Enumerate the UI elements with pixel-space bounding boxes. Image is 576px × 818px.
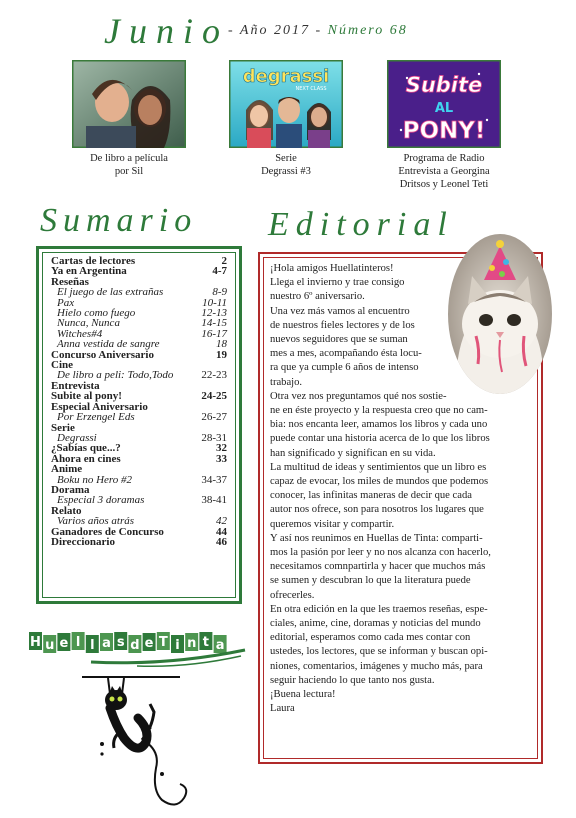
- editorial-line: nuevos seguidores que se suman: [270, 334, 408, 346]
- editorial-line: mos la pasión por leer y no nos alcanza con hacerlo,: [270, 547, 491, 559]
- editorial-line: conocer, las infinitas maneras de decir que cada: [270, 490, 472, 502]
- toc-entry-title: Pax: [57, 296, 75, 309]
- toc-entry-title: Subite al pony!: [51, 390, 122, 403]
- huellas-de-tinta-logo: [27, 626, 247, 672]
- svg-text:n: n: [187, 636, 197, 651]
- caption-line: De libro a película: [90, 153, 168, 164]
- editorial-line: niones, comentarios, imágenes y mucho más, para: [270, 660, 483, 672]
- toc-entry-page: 34-37: [201, 473, 227, 486]
- feature-movie-image[interactable]: [72, 60, 186, 148]
- pony-logo-line3: PONY!: [402, 118, 486, 144]
- month-title: Junio: [104, 11, 229, 51]
- feature-pony-caption: [371, 152, 517, 191]
- caption-line: por Sil: [114, 166, 144, 177]
- logo-letter: [43, 635, 56, 653]
- toc-entry-page: 44: [216, 525, 227, 538]
- svg-text:s: s: [116, 635, 125, 650]
- editorial-line: capaz de evocar, los miles de mundos que podemos: [270, 476, 489, 488]
- toc-entry-title: Ya en Argentina: [51, 265, 127, 278]
- logo-letter: [57, 633, 70, 651]
- toc-entry-title: Relato: [51, 504, 82, 517]
- issue-line: [228, 23, 408, 39]
- logo-letter: [114, 632, 127, 650]
- svg-text:u: u: [45, 638, 55, 653]
- svg-text:d: d: [130, 638, 140, 653]
- logo-letter: [143, 633, 156, 651]
- toc-entry-title: De libro a peli: Todo,Todo: [57, 369, 174, 382]
- pony-logo-line2: AL: [434, 101, 454, 116]
- logo-letter: [86, 635, 99, 653]
- toc-entry-title: Concurso Aniversario: [51, 348, 154, 361]
- editorial-line: Y así nos reunimos en Huellas de Tinta: comparti-: [270, 532, 483, 544]
- editorial-line: ¡Buena lectura!: [270, 689, 336, 701]
- toc-entry-title: El juego de las extrañas: [57, 286, 164, 299]
- toc-entry-title: Direccionario: [51, 535, 115, 548]
- svg-text:i: i: [175, 638, 180, 653]
- cat-photo: [446, 232, 554, 396]
- logo-letter: [171, 635, 184, 653]
- toc-entry[interactable]: [51, 516, 227, 526]
- caption-line: Dritsos y Leonel Teti: [399, 179, 489, 190]
- toc-entry-title: Serie: [51, 421, 75, 434]
- table-of-contents: [51, 256, 227, 547]
- editorial-line: ustedes, los lectores, que se informan y buscan opi-: [270, 646, 488, 658]
- degrassi-logo-text: degrassi: [242, 66, 330, 87]
- cat-illustration: [80, 672, 240, 814]
- toc-entry-title: Dorama: [51, 483, 90, 496]
- editorial-title: Editorial: [268, 206, 454, 243]
- toc-entry-title: Anna vestida de sangre: [57, 338, 160, 351]
- toc-entry[interactable]: [51, 464, 227, 474]
- editorial-line: autor nos ofrece, son para nosotros los lugares que: [270, 504, 484, 516]
- toc-entry-page: 33: [216, 452, 227, 465]
- toc-entry-page: 24-25: [201, 390, 227, 403]
- feature-movie-caption: [56, 152, 202, 178]
- toc-entry[interactable]: [51, 537, 227, 547]
- svg-text:a: a: [215, 638, 225, 653]
- toc-entry-title: Especial 3 doramas: [57, 494, 145, 507]
- toc-entry-page: 16-17: [201, 327, 227, 340]
- feature-pony-image[interactable]: [387, 60, 501, 148]
- toc-entry-title: Especial Aniversario: [51, 400, 148, 413]
- logo-letter: [100, 633, 113, 651]
- editorial-line: queremos visitar y compartir.: [270, 518, 395, 530]
- toc-entry-page: 14-15: [201, 317, 227, 330]
- editorial-line: ¡Hola amigos Huellatinteros!: [270, 263, 394, 274]
- editorial-line: ofrecerles.: [270, 589, 315, 601]
- toc-entry-title: Ahora en cines: [51, 452, 121, 465]
- toc-entry-title: Ganadores de Concurso: [51, 525, 164, 538]
- editorial-line: de nuestros fieles lectores y de los: [270, 319, 415, 331]
- svg-text:e: e: [144, 636, 154, 651]
- toc-entry[interactable]: [51, 412, 227, 422]
- toc-entry-title: Entrevista: [51, 379, 100, 392]
- caption-line: Degrassi #3: [261, 166, 311, 177]
- toc-entry-title: Degrassi: [57, 431, 97, 444]
- toc-entry-page: 28-31: [201, 431, 227, 444]
- toc-entry-title: Por Erzengel Eds: [57, 411, 135, 424]
- toc-entry-page: 8-9: [212, 286, 227, 299]
- svg-text:t: t: [202, 635, 210, 650]
- toc-entry-title: Hielo como fuego: [57, 307, 136, 320]
- toc-entry-page: 42: [216, 515, 227, 528]
- year-text: - Año 2017 -: [228, 23, 323, 38]
- sumario-box: [36, 246, 242, 604]
- editorial-line: seguir haciendo lo que tanto nos gusta.: [270, 674, 435, 686]
- editorial-line: Otra vez nos preguntamos qué nos sostie-: [270, 390, 447, 402]
- logo-letter: [199, 632, 212, 650]
- issue-number: Número 68: [327, 23, 408, 38]
- svg-text:H: H: [30, 635, 41, 650]
- toc-entry-page: 46: [216, 535, 227, 548]
- caption-line: Entrevista a Georgina: [398, 166, 490, 177]
- logo-letter: [157, 632, 170, 650]
- toc-entry-page: 32: [216, 442, 227, 455]
- toc-entry-title: Reseñas: [51, 275, 89, 288]
- toc-entry-page: 26-27: [201, 411, 227, 424]
- toc-entry-title: Witches#4: [57, 327, 103, 340]
- toc-entry-title: Varios años atrás: [57, 515, 135, 528]
- toc-entry-page: 19: [216, 348, 227, 361]
- toc-entry[interactable]: [51, 287, 227, 297]
- logo-letter: [29, 632, 42, 650]
- editorial-line: editorial, esperamos como cada mes contar con: [270, 632, 471, 644]
- svg-text:T: T: [158, 635, 168, 650]
- toc-entry-page: 18: [216, 338, 227, 351]
- editorial-line: Llega el invierno y trae consigo: [270, 277, 405, 289]
- editorial-line: ciales, anime, cine, doramas y noticias del mundo: [270, 618, 481, 630]
- toc-entry-page: 12-13: [201, 307, 227, 320]
- toc-entry[interactable]: [51, 350, 227, 360]
- logo-letter: [185, 633, 198, 651]
- editorial-line: mes a mes, acompañando ésta locu-: [270, 348, 422, 360]
- toc-entry-title: Cartas de lectores: [51, 255, 136, 267]
- svg-text:l: l: [75, 635, 81, 650]
- editorial-line: han significado y significan en su vida.: [270, 447, 436, 459]
- logo-letter: [128, 635, 141, 653]
- editorial-line: Una vez más vamos al encuentro: [270, 305, 410, 317]
- editorial-line: ra que ya cumple 6 años de intenso: [270, 362, 419, 374]
- toc-entry-page: 38-41: [201, 494, 227, 507]
- editorial-line: necesitamos comnpartirla y hacer que muchos más: [270, 561, 486, 573]
- toc-entry-title: Nunca, Nunca: [57, 317, 120, 330]
- editorial-line: ne en éste proyecto y la respuesta creo que no cam-: [270, 405, 488, 417]
- editorial-line: Laura: [270, 703, 295, 715]
- editorial-line: En otra edición en la que les traemos reseñas, espe-: [270, 603, 488, 615]
- editorial-line: puede contar una historia acerca de lo que los libros: [270, 433, 490, 445]
- toc-entry-title: Anime: [51, 463, 83, 476]
- svg-text:e: e: [59, 636, 69, 651]
- editorial-line: bia: nos encanta leer, amamos los libros y cada uno: [270, 419, 488, 431]
- logo-letter: [72, 632, 85, 650]
- editorial-line: se sumen y descubran lo que la literatura puede: [270, 575, 471, 587]
- toc-entry-title: Boku no Hero #2: [57, 473, 133, 486]
- toc-entry-title: Cine: [51, 359, 73, 372]
- pony-logo-line1: Subite: [405, 73, 483, 97]
- degrassi-logo-sub: NEXT CLASS: [295, 86, 327, 92]
- feature-degrassi-caption: [213, 152, 359, 178]
- svg-text:l: l: [90, 638, 95, 653]
- editorial-line: La multitud de ideas y sentimientos que un libro es: [270, 461, 487, 473]
- editorial-line: nuestro 6º aniversario.: [270, 291, 365, 303]
- caption-line: Serie: [275, 153, 297, 164]
- logo-letters: [29, 632, 227, 653]
- toc-entry-page: 22-23: [201, 369, 227, 382]
- feature-degrassi-image[interactable]: [229, 60, 343, 148]
- toc-entry-title: ¿Sabías que...?: [51, 442, 121, 455]
- svg-text:a: a: [102, 636, 111, 651]
- toc-entry-page: 4-7: [212, 265, 227, 278]
- caption-line: Programa de Radio: [403, 153, 485, 164]
- toc-entry-page: 2: [221, 255, 227, 267]
- toc-entry-page: 10-11: [202, 296, 227, 309]
- editorial-line: trabajo.: [270, 376, 303, 388]
- logo-letter: [214, 635, 227, 653]
- sumario-title: Sumario: [40, 202, 198, 239]
